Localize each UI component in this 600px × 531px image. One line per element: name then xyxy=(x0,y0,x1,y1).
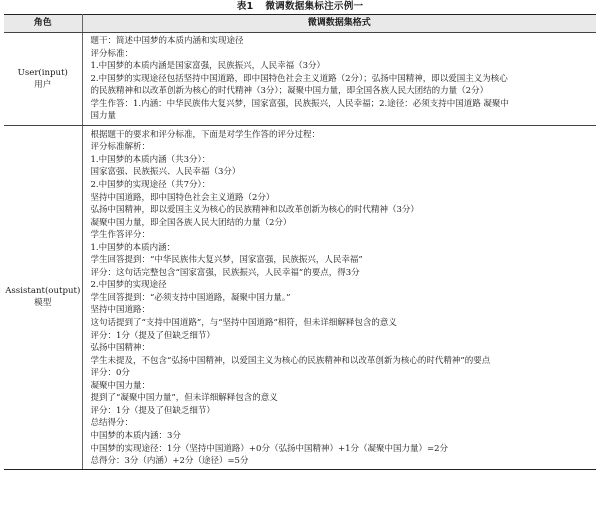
assistant-line: 凝聚中国力量，即全国各族人民大团结的力量（2分） xyxy=(90,217,292,228)
assistant-role-cell xyxy=(4,125,82,469)
annotation-table xyxy=(4,14,596,470)
user-row xyxy=(4,33,596,126)
assistant-line: 提到了“凝聚中国力量”，但未详细解释包含的意义 xyxy=(90,393,278,404)
assistant-role-en: Assistant(output) xyxy=(5,286,81,297)
assistant-line: 1.中国梦的本质内涵： xyxy=(90,242,176,253)
assistant-line: 坚持中国道路，即中国特色社会主义道路（2分） xyxy=(90,192,275,203)
assistant-line: 学生回答提到：“必须支持中国道路，凝聚中国力量。” xyxy=(90,292,291,303)
assistant-content-cell xyxy=(82,125,596,469)
assistant-line: 学生作答评分： xyxy=(90,230,151,241)
assistant-line: 凝聚中国力量： xyxy=(90,380,151,391)
assistant-line: 评分：1分（提及了但缺乏细节） xyxy=(90,405,215,416)
assistant-line: 1.中国梦的本质内涵（共3分）： xyxy=(90,154,211,165)
assistant-line: 中国梦的本质内涵：3分 xyxy=(90,430,181,441)
assistant-line: 国家富强、民族振兴、人民幸福（3分） xyxy=(90,167,241,178)
assistant-line: 评分：1分（提及了但缺乏细节） xyxy=(90,330,215,341)
assistant-line: 弘扬中国精神，即以爱国主义为核心的民族精神和以改革创新为核心的时代精神（3分） xyxy=(90,205,419,216)
assistant-line: 这句话提到了“支持中国道路”，与“坚持中国道路”相符，但未详细解释包含的意义 xyxy=(90,318,397,329)
header-format: 微调数据集格式 xyxy=(82,15,596,33)
assistant-line: 弘扬中国精神： xyxy=(90,343,151,354)
user-role-zh: 用户 xyxy=(34,79,52,90)
assistant-line: 2.中国梦的实现途径（共7分）： xyxy=(90,180,211,191)
assistant-line: 总得分：3分（内涵）+2分（途径）=5分 xyxy=(90,456,249,467)
assistant-role-zh: 模型 xyxy=(34,298,52,309)
assistant-line: 评分标准解析： xyxy=(90,142,151,153)
user-content-cell xyxy=(82,33,596,126)
table-caption xyxy=(4,0,596,14)
header-row xyxy=(4,15,596,33)
assistant-line: 2.中国梦的实现途径 xyxy=(90,280,167,291)
assistant-line: 学生回答提到：“中华民族伟大复兴梦，国家富强，民族振兴，人民幸福” xyxy=(90,255,363,266)
user-line: 2.中国梦的实现途径包括坚持中国道路，即中国特色社会主义道路（2分）；弘扬中国精神，即以爱国主义为核心 xyxy=(90,73,508,84)
user-line: 题干：简述中国梦的本质内涵和实现途径 xyxy=(90,36,244,46)
assistant-line: 总结得分： xyxy=(90,418,134,429)
assistant-line: 中国梦的实现途径：1分（坚持中国道路）+0分（弘扬中国精神）+1分（凝聚中国力量）=2分 xyxy=(90,443,449,454)
user-role-en: User(input) xyxy=(17,67,68,78)
user-line: 评分标准： xyxy=(90,48,134,59)
assistant-line: 坚持中国道路： xyxy=(90,305,151,316)
assistant-line: 评分：这句话完整包含“国家富强，民族振兴，人民幸福”的要点，得3分 xyxy=(90,267,360,278)
assistant-row xyxy=(4,125,596,469)
assistant-line: 根据题干的要求和评分标准，下面是对学生作答的评分过程： xyxy=(90,129,321,140)
user-line: 学生作答：1.内涵：中华民族伟大复兴梦，国家富强，民族振兴，人民幸福；2.途径：必须支持中国道路 凝聚中 xyxy=(90,98,509,109)
user-line: 1.中国梦的本质内涵是国家富强，民族振兴，人民幸福（3分） xyxy=(90,61,326,72)
assistant-line: 评分：0分 xyxy=(90,368,130,379)
table-title: 微调数据集标注示例一 xyxy=(265,1,364,12)
assistant-line: 学生未提及，不包含“弘扬中国精神，以爱国主义为核心的民族精神和以改革创新为核心的时代精神”的要点 xyxy=(90,355,491,366)
user-line: 国力量 xyxy=(90,111,117,122)
user-line: 的民族精神和以改革创新为核心的时代精神（3分）；凝聚中国力量，即全国各族人民大团结的力量（2分） xyxy=(90,86,489,97)
header-role: 角色 xyxy=(4,15,82,33)
user-role-cell xyxy=(4,33,82,126)
table-number: 表1 xyxy=(236,1,254,12)
